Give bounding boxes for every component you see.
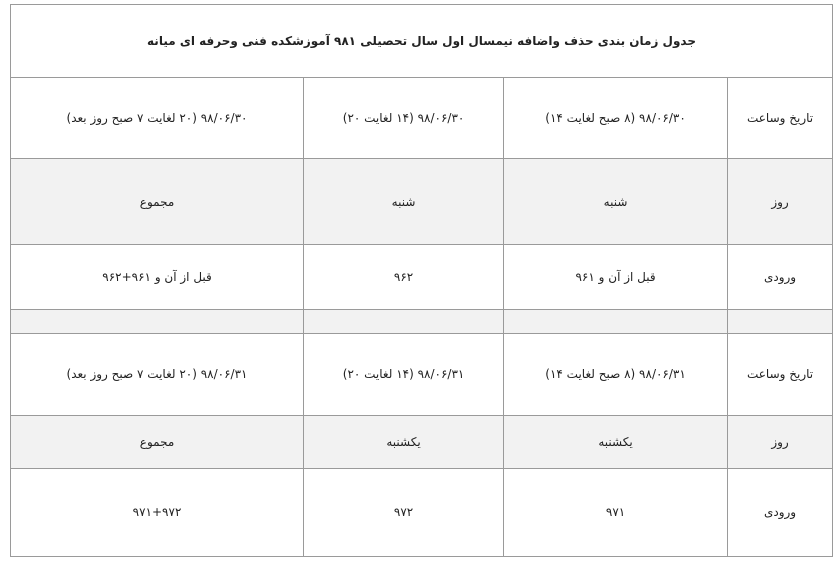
spacer-cell (728, 309, 833, 333)
block1-entry-cell-1: قبل از آن و ۹۶۱ (504, 245, 728, 309)
block2-entry-cell-2: ۹۷۲ (304, 468, 504, 556)
table-title: جدول زمان بندی حذف واضافه نیمسال اول سال تحصیلی ۹۸۱ آموزشکده فنی وحرفه ای میانه (11, 5, 833, 78)
block2-day-row (11, 415, 833, 468)
block1-datetime-cell-3: ۹۸/۰۶/۳۰ (۲۰ لغایت ۷ صبح روز بعد) (11, 78, 304, 159)
block2-day-cell-2: یکشنبه (304, 415, 504, 468)
spacer-cell (11, 309, 304, 333)
spacer-cell (304, 309, 504, 333)
schedule-table (10, 4, 833, 557)
title-row (11, 5, 833, 78)
day-label: روز (728, 415, 833, 468)
datetime-label: تاریخ وساعت (728, 78, 833, 159)
block2-entry-row (11, 468, 833, 556)
block1-day-cell-3: مجموع (11, 159, 304, 245)
block1-datetime-row (11, 78, 833, 159)
spacer-row (11, 309, 833, 333)
schedule-table-container (10, 4, 832, 557)
entry-label: ورودی (728, 468, 833, 556)
block1-day-cell-2: شنبه (304, 159, 504, 245)
block1-entry-cell-3: قبل از آن و ۹۶۱+۹۶۲ (11, 245, 304, 309)
entry-label: ورودی (728, 245, 833, 309)
block1-entry-row (11, 245, 833, 309)
block2-day-cell-3: مجموع (11, 415, 304, 468)
block2-day-cell-1: یکشنبه (504, 415, 728, 468)
block2-datetime-cell-1: ۹۸/۰۶/۳۱ (۸ صبح لغایت ۱۴) (504, 333, 728, 415)
block1-entry-cell-2: ۹۶۲ (304, 245, 504, 309)
block2-datetime-row (11, 333, 833, 415)
datetime-label: تاریخ وساعت (728, 333, 833, 415)
block1-datetime-cell-2: ۹۸/۰۶/۳۰ (۱۴ لغایت ۲۰) (304, 78, 504, 159)
block2-datetime-cell-2: ۹۸/۰۶/۳۱ (۱۴ لغایت ۲۰) (304, 333, 504, 415)
block2-entry-cell-1: ۹۷۱ (504, 468, 728, 556)
block2-datetime-cell-3: ۹۸/۰۶/۳۱ (۲۰ لغایت ۷ صبح روز بعد) (11, 333, 304, 415)
block1-day-row (11, 159, 833, 245)
day-label: روز (728, 159, 833, 245)
block2-entry-cell-3: ۹۷۱+۹۷۲ (11, 468, 304, 556)
block1-datetime-cell-1: ۹۸/۰۶/۳۰ (۸ صبح لغایت ۱۴) (504, 78, 728, 159)
block1-day-cell-1: شنبه (504, 159, 728, 245)
spacer-cell (504, 309, 728, 333)
